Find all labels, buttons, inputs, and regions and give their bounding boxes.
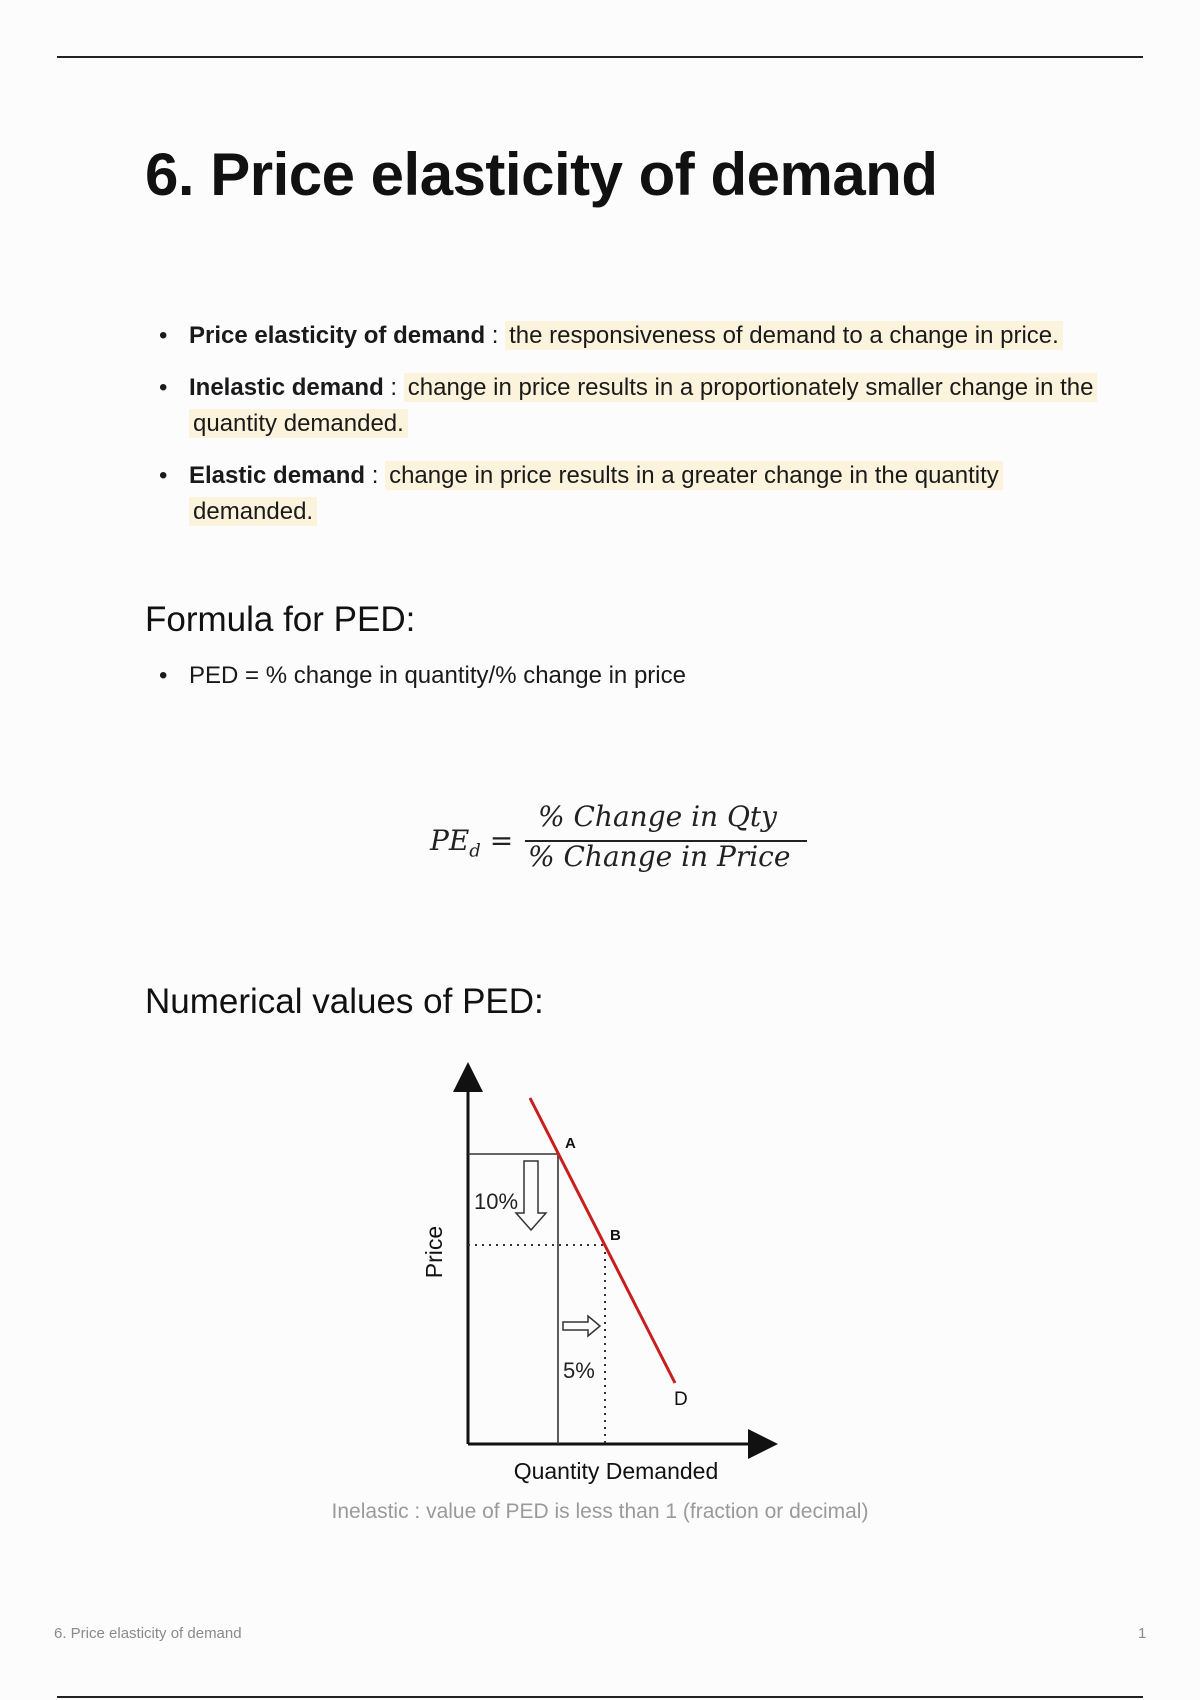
page-number: 1 <box>1138 1625 1147 1642</box>
y-axis-label: Price <box>421 1225 447 1279</box>
list-item <box>189 370 1109 442</box>
diagram-caption: Inelastic : value of PED is less than 1 (fraction or decimal) <box>331 1500 869 1523</box>
definition-term: Inelastic demand <box>189 374 384 401</box>
point-label-d: D <box>674 1389 688 1410</box>
equation-lhs-symbol: PE <box>430 824 470 857</box>
list-item <box>189 458 1109 530</box>
footer-title: 6. Price elasticity of demand <box>54 1625 242 1642</box>
equation-lhs-subscript: d <box>469 840 481 862</box>
definition-text: change in price results in a proportionately smaller change in the quantity demanded. <box>189 373 1097 438</box>
x-axis-label: Quantity Demanded <box>513 1458 719 1484</box>
bottom-rule <box>57 1696 1143 1698</box>
values-heading: Numerical values of PED: <box>145 982 544 1021</box>
formula-bullet: • PED = % change in quantity/% change in price <box>189 658 686 694</box>
list-item <box>189 318 1109 354</box>
price-change-label: 10% <box>474 1189 519 1214</box>
ped-equation <box>430 800 810 880</box>
equation-denominator: % Change in Price <box>528 840 791 873</box>
equation-numerator: % Change in Qty <box>538 800 777 833</box>
formula-list <box>145 658 686 694</box>
definition-separator: : <box>365 462 386 489</box>
definition-separator: : <box>485 322 506 349</box>
definition-term: Elastic demand <box>189 462 366 489</box>
definition-text: change in price results in a greater change in the quantity demanded. <box>189 461 1003 526</box>
formula-heading: Formula for PED: <box>145 600 416 639</box>
quantity-change-label: 5% <box>563 1358 595 1383</box>
demand-curve <box>530 1098 675 1383</box>
top-rule <box>57 56 1143 58</box>
quantity-increase-arrow <box>563 1316 600 1336</box>
definitions-list <box>145 318 1109 546</box>
price-decrease-arrow <box>516 1161 546 1230</box>
equation-lhs <box>430 824 513 862</box>
point-label-a: A <box>565 1135 576 1152</box>
definition-term: Price elasticity of demand <box>189 322 486 349</box>
point-label-b: B <box>610 1227 621 1244</box>
page-title: 6. Price elasticity of demand <box>145 141 938 208</box>
definition-text: the responsiveness of demand to a change in price. <box>505 321 1063 350</box>
equation-equals: = <box>480 824 514 857</box>
inelastic-demand-diagram <box>420 1060 800 1490</box>
definition-separator: : <box>383 374 404 401</box>
